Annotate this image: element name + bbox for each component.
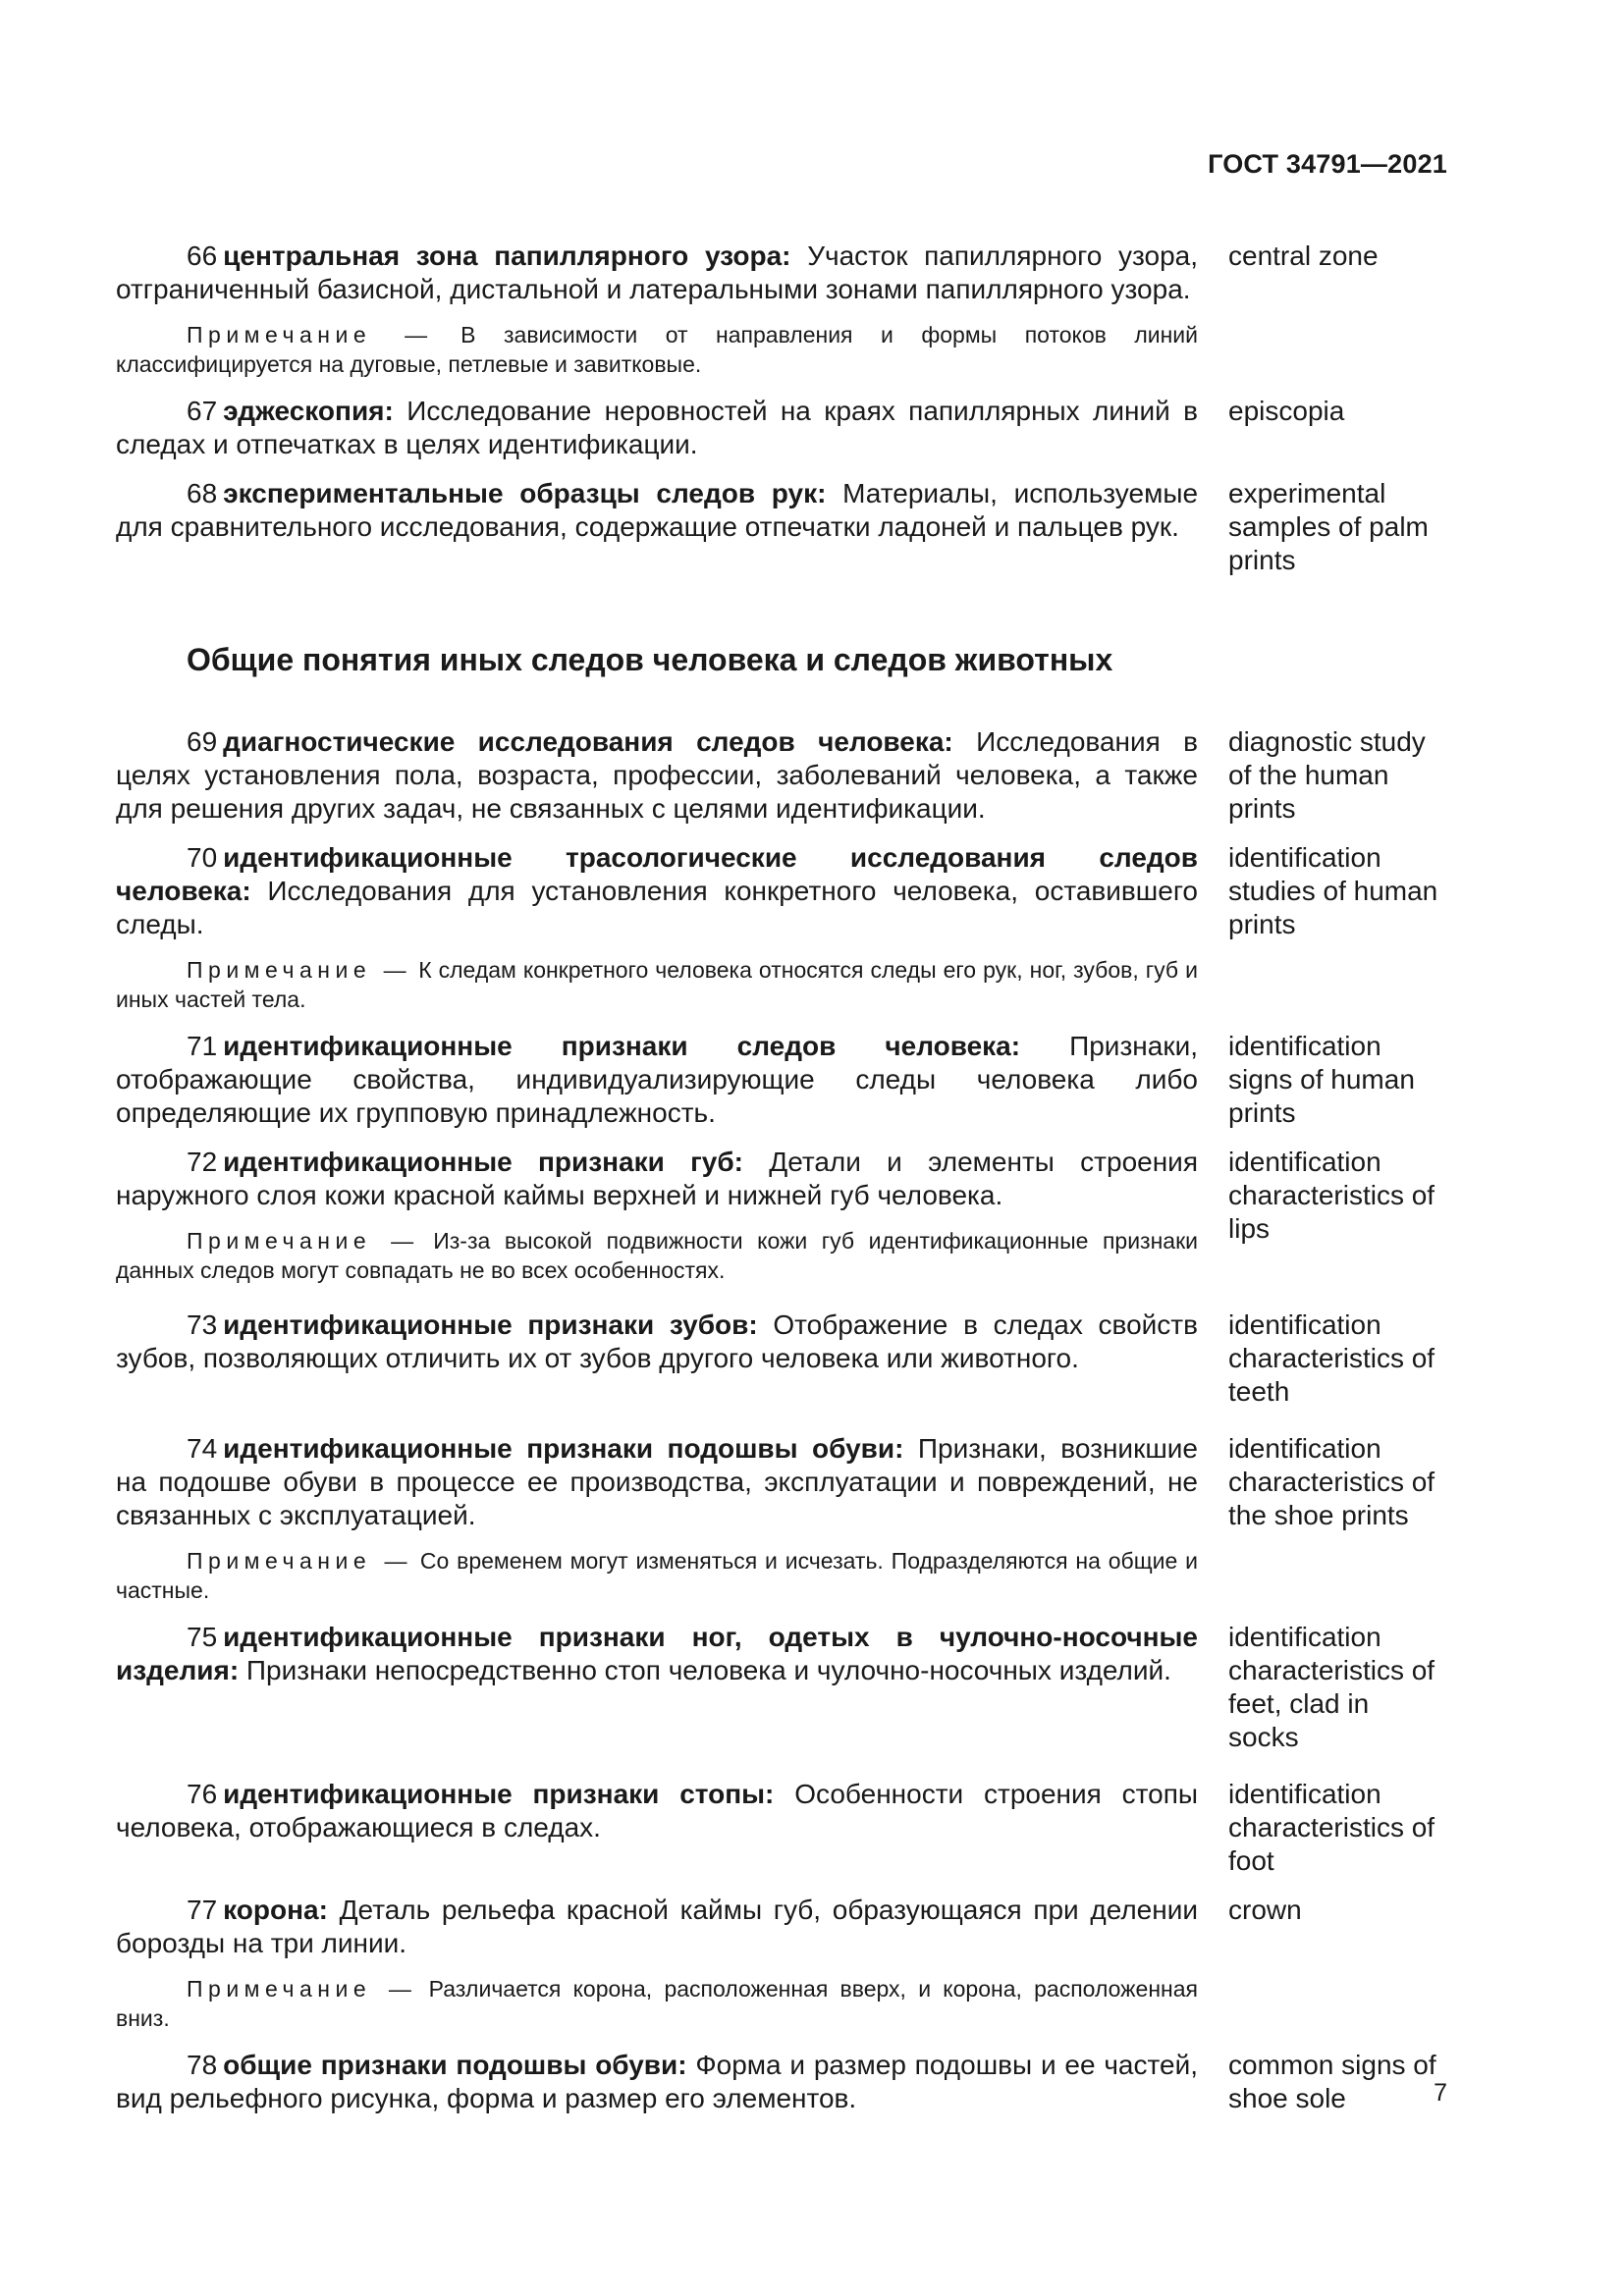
note-label: Примечание — xyxy=(187,957,412,983)
term-entry xyxy=(116,1621,1446,1754)
term-number: 67 xyxy=(187,396,218,426)
definition-paragraph xyxy=(116,1778,1198,1844)
term-name: идентификационные признаки ног, одетых в чулочно-носочные изделия: xyxy=(116,1622,1198,1685)
definition-paragraph xyxy=(116,725,1198,826)
term-definition-block xyxy=(116,240,1198,379)
definition-paragraph xyxy=(116,841,1198,941)
definition-paragraph xyxy=(116,395,1198,461)
term-definition: Признаки, отображающие свойства, индивидуализирующие следы человека либо определяющие их групповую принадлежность. xyxy=(116,1031,1198,1128)
term-note xyxy=(116,1546,1198,1605)
term-definition-block xyxy=(116,841,1198,1014)
term-note xyxy=(116,1974,1198,2033)
definition-paragraph xyxy=(116,1308,1198,1375)
term-number: 74 xyxy=(187,1433,218,1464)
term-entry xyxy=(116,1146,1446,1285)
term-number: 73 xyxy=(187,1309,218,1340)
definition-paragraph xyxy=(116,1621,1198,1687)
note-label: Примечание — xyxy=(187,1976,417,2002)
english-equivalent: diagnostic study of the human prints xyxy=(1228,726,1426,824)
term-name: идентификационные признаки следов человека: xyxy=(223,1031,1021,1061)
term-entry xyxy=(116,240,1446,379)
english-equivalent: identification characteristics of lips xyxy=(1228,1147,1435,1244)
term-definition-block xyxy=(116,725,1198,826)
term-definition-block xyxy=(116,1308,1198,1375)
term-definition-block xyxy=(116,1146,1198,1285)
english-equivalent: identification characteristics of teeth xyxy=(1228,1309,1435,1407)
term-name: экспериментальные образцы следов рук: xyxy=(223,478,827,508)
page-number: 7 xyxy=(1434,2079,1447,2107)
term-list-bottom xyxy=(116,725,1446,2115)
note-text: К следам конкретного человека относятся следы его рук, ног, зубов, губ и иных частей тела. xyxy=(116,957,1198,1012)
english-equivalent: identification signs of human prints xyxy=(1228,1031,1415,1128)
term-name: идентификационные признаки зубов: xyxy=(223,1309,758,1340)
term-definition: Участок папиллярного узора, отграниченный базисной, дистальной и латеральными зонами папиллярного узора. xyxy=(116,240,1199,304)
term-number: 75 xyxy=(187,1622,218,1652)
term-entry xyxy=(116,477,1446,577)
note-text: Различается корона, расположенная вверх, и корона, расположенная вниз. xyxy=(116,1976,1198,2031)
english-equivalent: identification characteristics of feet, clad in socks xyxy=(1228,1622,1435,1752)
term-definition: Форма и размер подошвы и ее частей, вид рельефного рисунка, форма и размер его элементов. xyxy=(116,2050,1199,2113)
term-number: 76 xyxy=(187,1779,218,1809)
term-definition: Исследования в целях установления пола, возраста, профессии, заболеваний человека, а также для решения других задач, не связанных с целями идентификации. xyxy=(116,726,1199,824)
term-definition-block xyxy=(116,1030,1198,1130)
term-note xyxy=(116,1226,1198,1285)
document-header: ГОСТ 34791—2021 xyxy=(1208,149,1447,179)
term-number: 69 xyxy=(187,726,218,757)
term-definition-block xyxy=(116,2049,1198,2115)
term-list-top xyxy=(116,240,1446,577)
note-text: Со временем могут изменяться и исчезать. Подразделяются на общие и частные. xyxy=(116,1548,1198,1603)
term-number: 72 xyxy=(187,1147,218,1177)
term-definition: Исследования для установления конкретного человека, оставившего следы. xyxy=(116,876,1198,939)
term-entry xyxy=(116,1432,1446,1605)
term-number: 66 xyxy=(187,240,218,271)
term-note xyxy=(116,955,1198,1014)
term-note xyxy=(116,320,1198,379)
term-name: идентификационные признаки стопы: xyxy=(223,1779,775,1809)
term-entry xyxy=(116,1778,1446,1878)
term-definition-block xyxy=(116,1621,1198,1687)
term-definition: Материалы, используемые для сравнительного исследования, содержащие отпечатки ладоней и пальцев рук. xyxy=(116,478,1199,542)
term-definition: Особенности строения стопы человека, отображающиеся в следах. xyxy=(116,1779,1198,1842)
term-entry xyxy=(116,2049,1446,2115)
term-number: 77 xyxy=(187,1895,218,1925)
term-definition-block xyxy=(116,1432,1198,1605)
english-equivalent: identification characteristics of the shoe prints xyxy=(1228,1433,1435,1530)
term-name: центральная зона папиллярного узора: xyxy=(223,240,791,271)
term-entry xyxy=(116,1030,1446,1130)
term-definition: Признаки непосредственно стоп человека и чулочно-носочных изделий. xyxy=(245,1655,1171,1685)
definition-paragraph xyxy=(116,1432,1198,1532)
definition-paragraph xyxy=(116,1146,1198,1212)
english-equivalent: crown xyxy=(1228,1895,1302,1925)
definition-paragraph xyxy=(116,477,1198,544)
english-equivalent: experimental samples of palm prints xyxy=(1228,478,1429,575)
definition-paragraph xyxy=(116,2049,1198,2115)
term-definition-block xyxy=(116,1894,1198,2033)
term-name: идентификационные трасологические исследования следов человека: xyxy=(116,842,1198,906)
term-name: диагностические исследования следов человека: xyxy=(223,726,953,757)
english-equivalent: identification characteristics of foot xyxy=(1228,1779,1435,1876)
term-name: корона: xyxy=(223,1895,328,1925)
note-text: Из-за высокой подвижности кожи губ идентификационные признаки данных следов могут совпадать не во всех особенностях. xyxy=(116,1228,1198,1283)
term-number: 78 xyxy=(187,2050,218,2080)
note-label: Примечание — xyxy=(187,322,433,347)
term-entry xyxy=(116,725,1446,826)
term-definition-block xyxy=(116,395,1198,461)
english-equivalent: episcopia xyxy=(1228,396,1345,426)
term-number: 68 xyxy=(187,478,218,508)
term-name: идентификационные признаки губ: xyxy=(223,1147,743,1177)
note-label: Примечание — xyxy=(187,1228,419,1254)
english-equivalent: central zone xyxy=(1228,240,1379,271)
term-definition-block xyxy=(116,477,1198,544)
term-name: эджескопия: xyxy=(223,396,394,426)
term-definition: Деталь рельефа красной каймы губ, образующаяся при делении борозды на три линии. xyxy=(116,1895,1198,1958)
term-number: 71 xyxy=(187,1031,218,1061)
term-entry xyxy=(116,1894,1446,2033)
definition-paragraph xyxy=(116,1030,1198,1130)
term-definition: Детали и элементы строения наружного слоя кожи красной каймы верхней и нижней губ человека. xyxy=(116,1147,1198,1210)
term-definition: Признаки, возникшие на подошве обуви в процессе ее производства, эксплуатации и повреждений, не связанных с эксплуатацией. xyxy=(116,1433,1198,1530)
term-definition: Отображение в следах свойств зубов, позволяющих отличить их от зубов другого человека или животного. xyxy=(116,1309,1198,1373)
english-equivalent: common signs of shoe sole xyxy=(1228,2050,1436,2113)
term-definition-block xyxy=(116,1778,1198,1844)
section-heading: Общие понятия иных следов человека и следов животных xyxy=(187,642,1113,677)
term-name: идентификационные признаки подошвы обуви: xyxy=(223,1433,904,1464)
term-entry xyxy=(116,395,1446,461)
note-label: Примечание — xyxy=(187,1548,412,1574)
term-name: общие признаки подошвы обуви: xyxy=(223,2050,687,2080)
term-definition: Исследование неровностей на краях папиллярных линий в следах и отпечатках в целях идентификации. xyxy=(116,396,1198,459)
term-entry xyxy=(116,841,1446,1014)
note-text: В зависимости от направления и формы потоков линий классифицируется на дуговые, петлевые и завитковые. xyxy=(116,322,1199,377)
english-equivalent: identification studies of human prints xyxy=(1228,842,1438,939)
definition-paragraph xyxy=(116,1894,1198,1960)
term-number: 70 xyxy=(187,842,218,873)
term-entry xyxy=(116,1308,1446,1409)
document-body xyxy=(116,240,1446,2131)
definition-paragraph xyxy=(116,240,1198,306)
